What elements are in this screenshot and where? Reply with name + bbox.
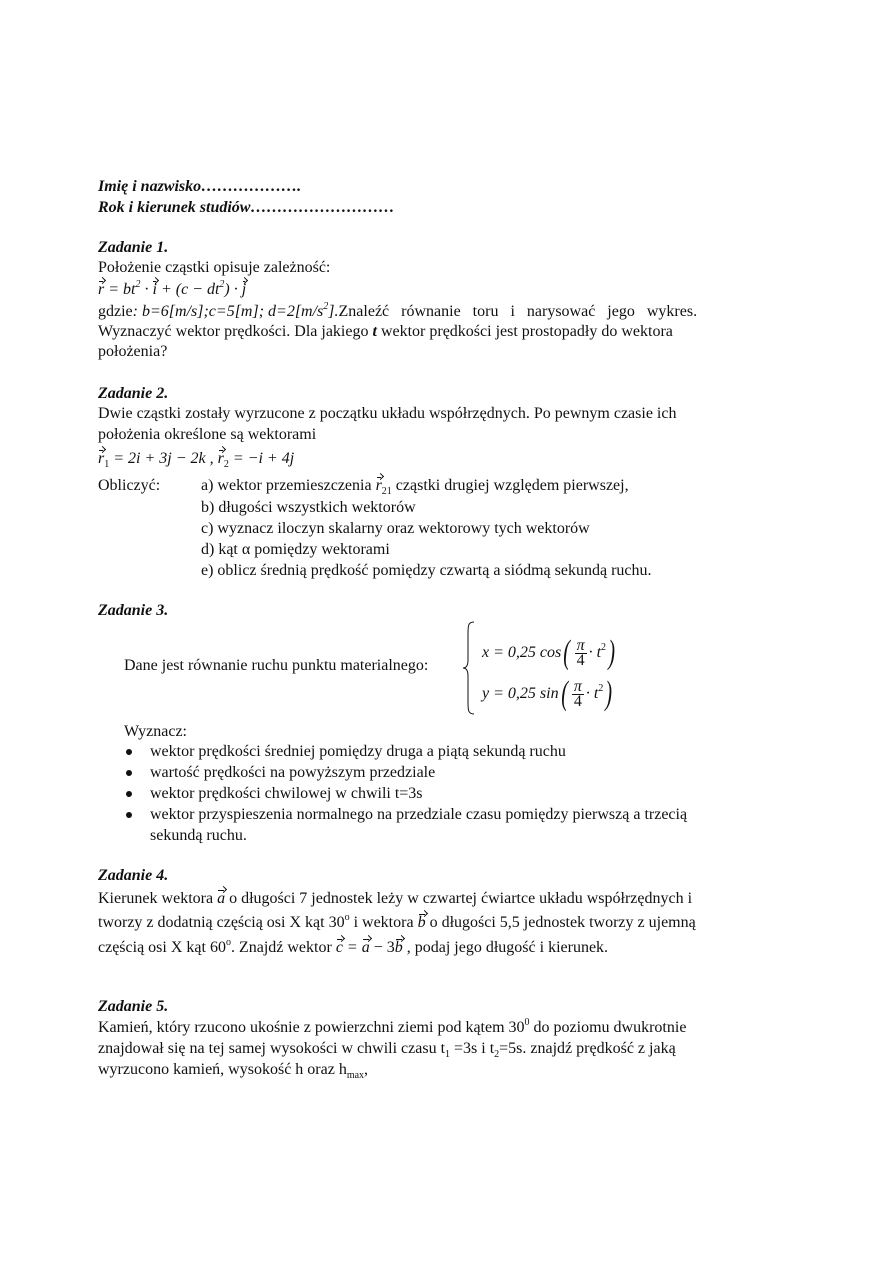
- vector-r-symbol: r: [98, 281, 105, 298]
- task-3-equation-label: Dane jest równanie ruchu punktu materialnego:: [124, 657, 429, 674]
- bullet-icon: [126, 770, 132, 776]
- task-3-bullet-list: [124, 741, 687, 846]
- name-label: Imię i nazwisko: [98, 178, 202, 195]
- unit-vector-i: i: [152, 281, 157, 298]
- task-4-line-1: Kierunek wektora a o długości 7 jednostek leży w czwartej ćwiartce układu współrzędnych i: [98, 890, 693, 907]
- task-1-line-3: Wyznaczyć wektor prędkości. Dla jakiego t wektor prędkości jest prostopadły do wektora: [98, 323, 673, 340]
- task-1-formula: $r = bt^2 \cdot i + (c - dt^2) \cdot j$: [98, 279, 247, 298]
- list-item: wektor prędkości chwilowej w chwili t=3s: [124, 783, 687, 804]
- task-3-determine-label: Wyznacz:: [124, 723, 187, 740]
- task-2-item-e: e) oblicz średnią prędkość pomiędzy czwartą a siódmą sekundą ruchu.: [201, 562, 652, 579]
- bullet-icon: [126, 812, 132, 818]
- task-1-intro: Położenie cząstki opisuje zależność:: [98, 259, 331, 276]
- task-1-given-line: gdzie: b=6[m/s];c=5[m]; $d=2[m/s^2].Znaleźć$ równanie toru i narysować jego wykres.: [98, 301, 698, 320]
- task-5-title: Zadanie 5.: [98, 998, 169, 1015]
- list-item: wartość prędkości na powyższym przedziale: [124, 762, 687, 783]
- system-brace-icon: [462, 620, 476, 716]
- task-1-line-4: położenia?: [98, 343, 168, 360]
- task-2-item-c: c) wyznacz iloczyn skalarny oraz wektorowy tych wektorów: [201, 520, 590, 537]
- task-2-line-1: Dwie cząstki zostały wyrzucone z początku układu współrzędnych. Po pewnym czasie ich: [98, 405, 677, 422]
- task-2-item-a: a) wektor przemieszczenia $r_{21}$ cząstki drugiej względem pierwszej,: [201, 477, 629, 497]
- unit-vector-j: j: [241, 281, 247, 298]
- bullet-icon: [126, 791, 132, 797]
- task-2-compute-label: Obliczyć:: [98, 477, 161, 494]
- name-field-line: [98, 177, 301, 197]
- bullet-icon: [126, 749, 132, 755]
- t-symbol: t: [372, 323, 377, 340]
- task-5-line-1: Kamień, który rzucono ukośnie z powierzchni ziemi pod kątem $30^0$ do poziomu dwukrotnie: [98, 1017, 687, 1036]
- task-3-equation-y: y = 0,25 sin( $\frac{\pi}{4}$ · $t^2$): [482, 675, 613, 713]
- task-3-title: Zadanie 3.: [98, 602, 169, 619]
- task-4-line-2: tworzy z dodatnią częścią osi X kąt 30$^o$ i wektora b o długości 5,5 jednostek tworzy z ujemną: [98, 912, 696, 931]
- task-2-vectors: $r_1 = 2i + 3j - 2k$ , $r_2 = -i + 4j$: [98, 450, 295, 470]
- year-field-line: [98, 198, 394, 218]
- task-2-title: Zadanie 2.: [98, 385, 169, 402]
- year-dots: ………………………: [250, 199, 395, 216]
- task-2-line-2: położenia określone są wektorami: [98, 426, 317, 443]
- task-4-line-3: częścią osi X kąt 60$^o$. Znajdź wektor c = a − 3b , podaj jego długość i kierunek.: [98, 937, 609, 956]
- list-item: wektor prędkości średniej pomiędzy druga a piątą sekundą ruchu: [124, 741, 687, 762]
- task-2-item-b: b) długości wszystkich wektorów: [201, 499, 416, 516]
- task-5-line-2: znajdował się na tej samej wysokości w chwili czasu $t_1 =3s$ i $t_2=5s$. znajdź prędkość z jaką: [98, 1040, 676, 1060]
- task-5-line-3: wyrzucono kamień, wysokość h oraz $h_{max}$,: [98, 1061, 369, 1081]
- task-2-item-d: d) kąt α pomiędzy wektorami: [201, 541, 390, 558]
- task-1-title: Zadanie 1.: [98, 239, 169, 256]
- year-label: Rok i kierunek studiów: [98, 199, 251, 216]
- list-item: wektor przyspieszenia normalnego na przedziale czasu pomiędzy pierwszą a trzecią sekundą ruchu.: [124, 804, 687, 846]
- name-dots: ……………….: [201, 178, 302, 195]
- task-4-title: Zadanie 4.: [98, 867, 169, 884]
- task-3-equation-x: x = 0,25 cos( $\frac{\pi}{4}$ · $t^2$): [482, 634, 616, 672]
